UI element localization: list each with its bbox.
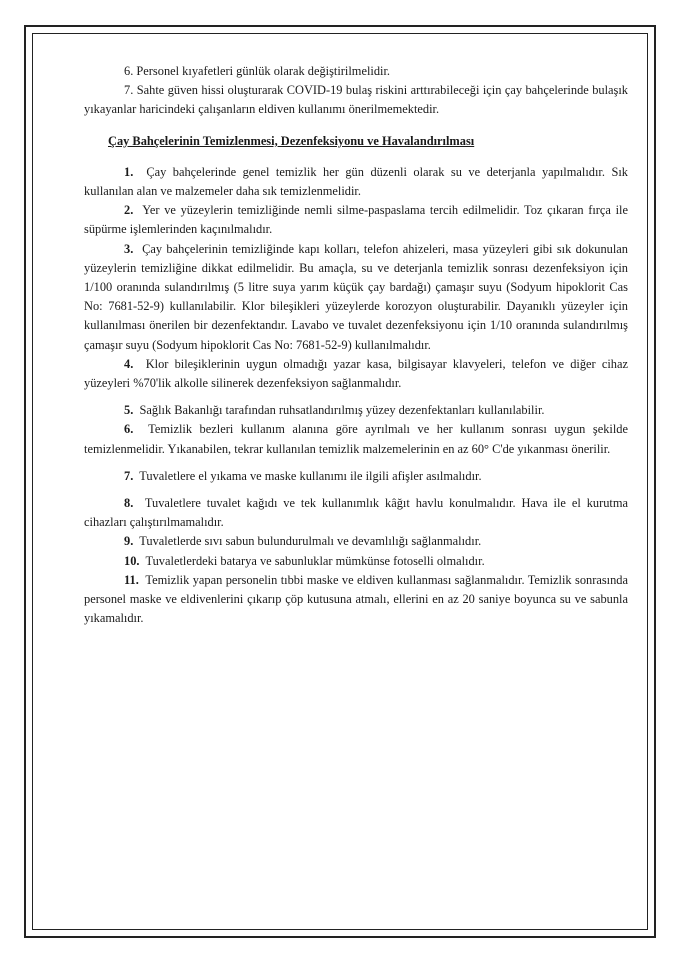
document-body <box>84 62 628 628</box>
paragraph-top-7 <box>84 81 628 119</box>
item-number: 10. <box>124 553 140 568</box>
item-text: Sağlık Bakanlığı tarafından ruhsatlandırılmış yüzey dezenfektanları kullanılabilir. <box>139 403 545 418</box>
item-text: Çay bahçelerinde genel temizlik her gün düzenli olarak su ve deterjanla yapılmalıdır. Sık kullanılan alan ve malzemeler daha sık temizlenmelidir. <box>84 164 628 199</box>
item-text: Tuvaletlerde sıvı sabun bulundurulmalı ve devamlılığı sağlanmalıdır. <box>139 534 482 549</box>
list-item <box>84 467 628 486</box>
item-text: Tuvaletlerdeki batarya ve sabunluklar mümkünse fotoselli olmalıdır. <box>145 553 485 568</box>
section-heading: Çay Bahçelerinin Temizlenmesi, Dezenfeksiyonu ve Havalandırılması <box>108 133 475 148</box>
item-text: Temizlik bezleri kullanım alanına göre ayrılmalı ve her kullanım sonrası uygun şekilde temizlenmelidir. Yıkanabilen, tekrar kullanılan temizlik malzemelerinin en az 60° C'de yıkanması önerilir. <box>84 422 628 456</box>
item-number: 11. <box>124 572 139 587</box>
item-number: 4. <box>124 356 134 371</box>
list-item <box>84 401 628 420</box>
item-number: 7. <box>124 468 134 483</box>
paragraph-number: 7. <box>124 83 134 98</box>
list-item <box>84 163 628 201</box>
paragraph-text: Personel kıyafetleri günlük olarak değiştirilmelidir. <box>136 64 391 78</box>
list-item <box>84 201 628 239</box>
item-number: 1. <box>124 164 134 179</box>
item-text: Klor bileşiklerinin uygun olmadığı yazar kasa, bilgisayar klavyeleri, telefon ve diğer cihaz yüzeyleri %70'lik alkolle silinerek dezenfeksiyon sağlanmalıdır. <box>84 356 628 391</box>
item-text: Temizlik yapan personelin tıbbi maske ve eldiven kullanması sağlanmalıdır. Temizlik sonrasında personel maske ve eldivenlerini çıkarıp çöp kutusuna atmalı, ellerini en az 20 saniye boyunca su ve sabunla yıkamalıdır. <box>84 572 628 626</box>
item-number: 8. <box>124 496 134 511</box>
list-item <box>84 420 628 458</box>
list-item <box>84 355 628 393</box>
item-text: Yer ve yüzeylerin temizliğinde nemli silme-paspaslama tercih edilmelidir. Toz çıkaran fırça ile süpürme işlemlerinden kaçınılmalıdır. <box>84 203 628 237</box>
item-text: Çay bahçelerinin temizliğinde kapı kolları, telefon ahizeleri, masa yüzeyleri gibi sık dokunulan yüzeylerin temizliğine dikkat edilmelidir. Bu amaçla, su ve deterjanla temizlik sonrası dezenfeksiyon için 1/100 oranında sulandırılmış (5 litre suya yarım küçük çay bardağı) çamaşır suyu (Sodyum hipoklorit Cas No: 7681-52-9) kullanılabilir. Klor bileşikleri yüzeylerde korozyon oluşturabilir. Dayanıklı yüzeyler için kullanılması önerilen bir dezenfektandır. Lavabo ve tuvalet dezenfeksiyonu için 1/10 oranında sulandırılmış çamaşır suyu (Sodyum hipoklorit Cas No: 7681-52-9) kullanılmalıdır. <box>84 241 628 352</box>
list-item <box>84 240 628 355</box>
item-text: Tuvaletlere el yıkama ve maske kullanımı ile ilgili afişler asılmalıdır. <box>139 468 482 483</box>
list-item <box>84 571 628 629</box>
item-text: Tuvaletlere tuvalet kağıdı ve tek kullanımlık kâğıt havlu konulmalıdır. Hava ile el kurutma cihazları çalıştırılmamalıdır. <box>84 496 628 530</box>
paragraph-text: Sahte güven hissi oluşturarak COVID-19 bulaş riskini arttırabileceği için çay bahçelerinde bulaşık yıkayanlar haricindeki çalışanların eldiven kullanımı önerilmemektedir. <box>84 83 628 117</box>
paragraph-number: 6. <box>124 64 134 78</box>
paragraph-top-6 <box>84 62 628 81</box>
list-item <box>84 494 628 532</box>
item-number: 3. <box>124 241 134 256</box>
item-number: 9. <box>124 534 134 549</box>
item-number: 6. <box>124 422 134 437</box>
item-number: 5. <box>124 403 134 418</box>
item-number: 2. <box>124 203 134 218</box>
list-item <box>84 532 628 551</box>
list-item <box>84 552 628 571</box>
